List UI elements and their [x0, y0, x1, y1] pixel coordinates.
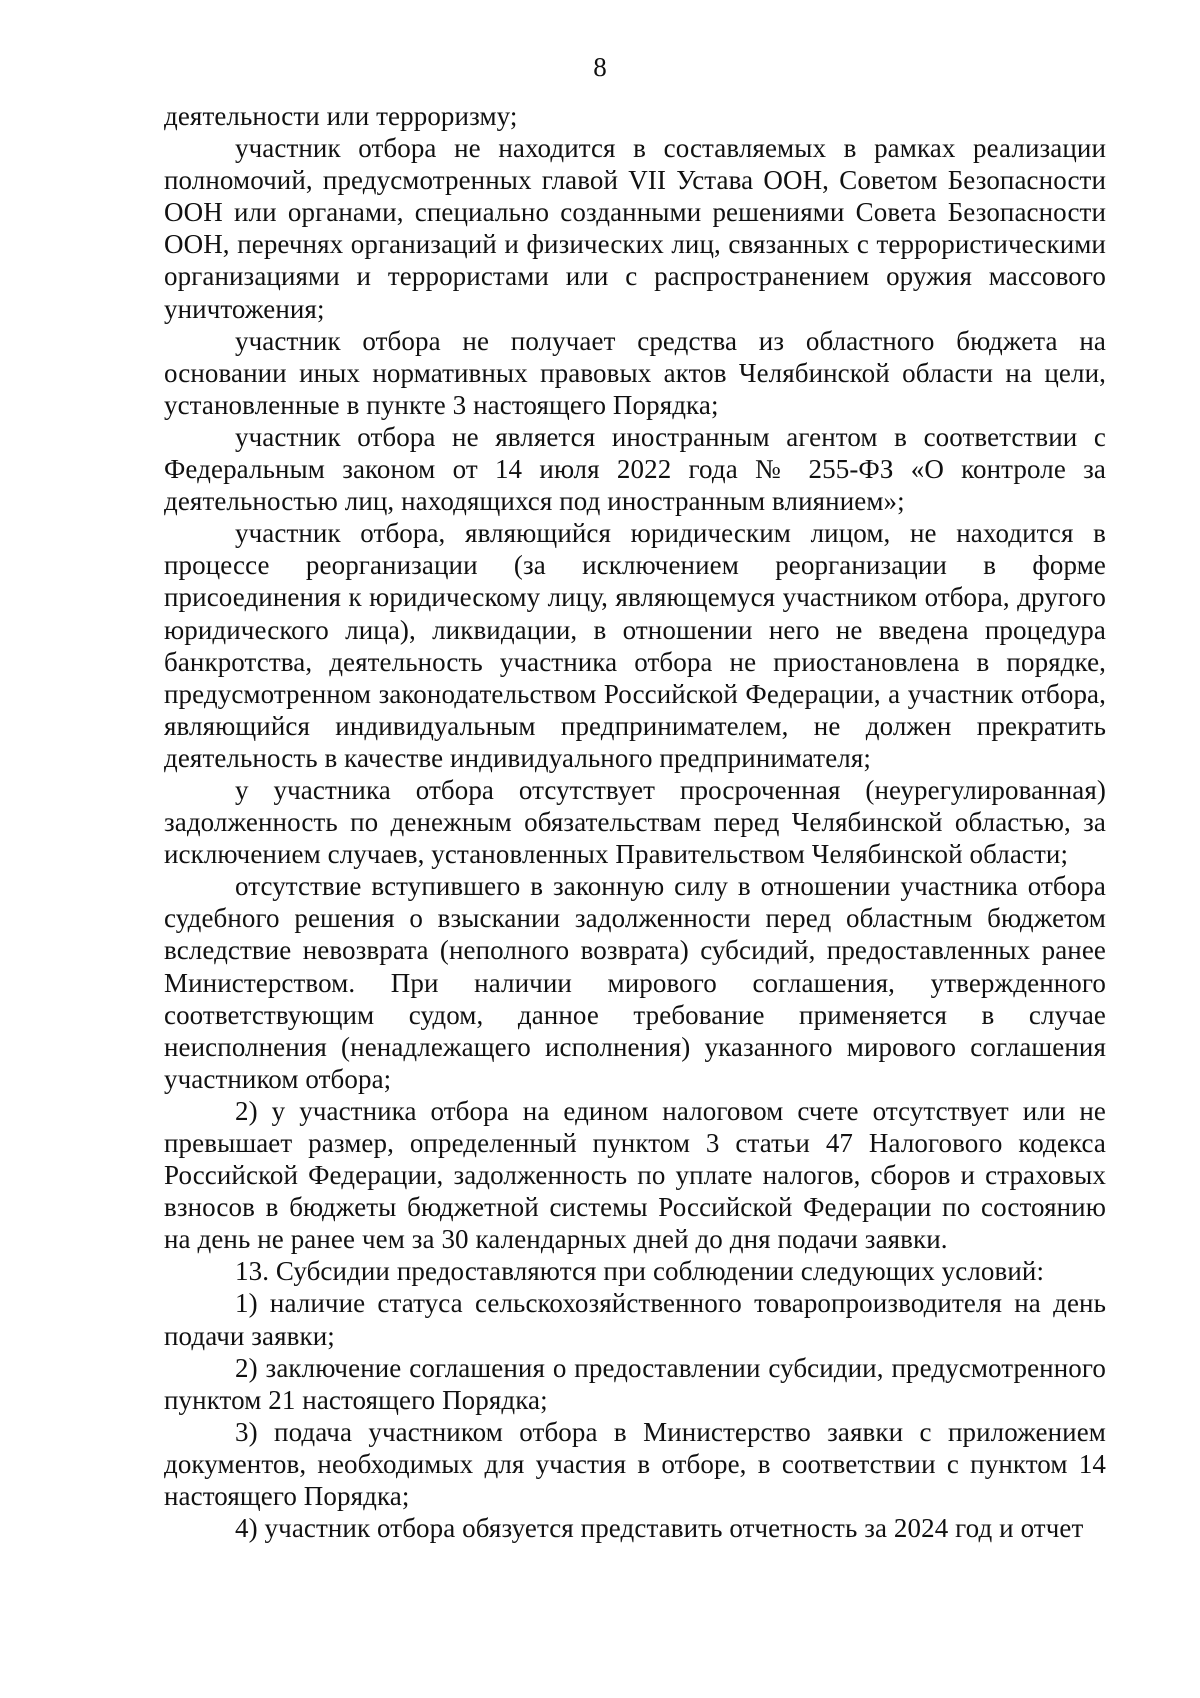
paragraph: 1) наличие статуса сельскохозяйственного товаропроизводителя на день подачи заявки;	[164, 1288, 1106, 1351]
paragraph-continuation: деятельности или терроризму;	[164, 101, 518, 131]
paragraph: 3) подача участником отбора в Министерство заявки с приложением документов, необходимых для участия в отборе, в соответствии с пунктом 14 настоящего Порядка;	[164, 1416, 1106, 1512]
paragraph: участник отбора не находится в составляемых в рамках реализации полномочий, предусмотренных главой VII Устава ООН, Советом Безопасности ООН или органами, специально созданными решениями Совета Безопасности ООН, перечнях организаций и физических лиц, связанных с террористическими организациями и террористами или с распространением оружия массового уничтожения;	[164, 133, 1106, 324]
page-number: 8	[593, 52, 607, 82]
paragraph: участник отбора, являющийся юридическим лицом, не находится в процессе реорганизации (за исключением реорганизации в форме присоединения к юридическому лицу, являющемуся участником отбора, другого юридического лица), ликвидации, в отношении него не введена процедура банкротства, деятельность участника отбора не приостановлена в порядке, предусмотренном законодательством Российской Федерации, а участник отбора, являющийся индивидуальным предпринимателем, не должен прекратить деятельность в качестве индивидуального предпринимателя;	[164, 518, 1106, 773]
paragraph: участник отбора не получает средства из областного бюджета на основании иных нормативных правовых актов Челябинской области на цели, установленные в пункте 3 настоящего Порядка;	[164, 325, 1106, 420]
paragraph: 13. Субсидии предоставляются при соблюдении следующих условий:	[235, 1256, 1045, 1287]
paragraph: отсутствие вступившего в законную силу в отношении участника отбора судебного решения о взыскании задолженности перед областным бюджетом вследствие невозврата (неполного возврата) субсидий, предоставленных ранее Министерством. При наличии мирового соглашения, утвержденного соответствующим судом, данное требование применяется в случае неисполнения (ненадлежащего исполнения) указанного мирового соглашения участником отбора;	[164, 871, 1106, 1094]
paragraph: 2) заключение соглашения о предоставлении субсидии, предусмотренного пунктом 21 настоящего Порядка;	[164, 1352, 1106, 1415]
paragraph: 2) у участника отбора на едином налоговом счете отсутствует или не превышает размер, определенный пунктом 3 статьи 47 Налогового кодекса Российской Федерации, задолженность по уплате налогов, сборов и страховых взносов в бюджеты бюджетной системы Российской Федерации по состоянию на день не ранее чем за 30 календарных дней до дня подачи заявки.	[164, 1095, 1106, 1255]
document-body	[164, 100, 1106, 1544]
paragraph: у участника отбора отсутствует просроченная (неурегулированная) задолженность по денежным обязательствам перед Челябинской областью, за исключением случаев, установленных Правительством Челябинской области;	[164, 774, 1106, 870]
paragraph: 4) участник отбора обязуется представить отчетность за 2024 год и отчет	[235, 1513, 1084, 1544]
paragraph: участник отбора не является иностранным агентом в соответствии с Федеральным законом от 14 июля 2022 года № 255-ФЗ «О контроле за деятельностью лиц, находящихся под иностранным влиянием»;	[164, 421, 1106, 517]
